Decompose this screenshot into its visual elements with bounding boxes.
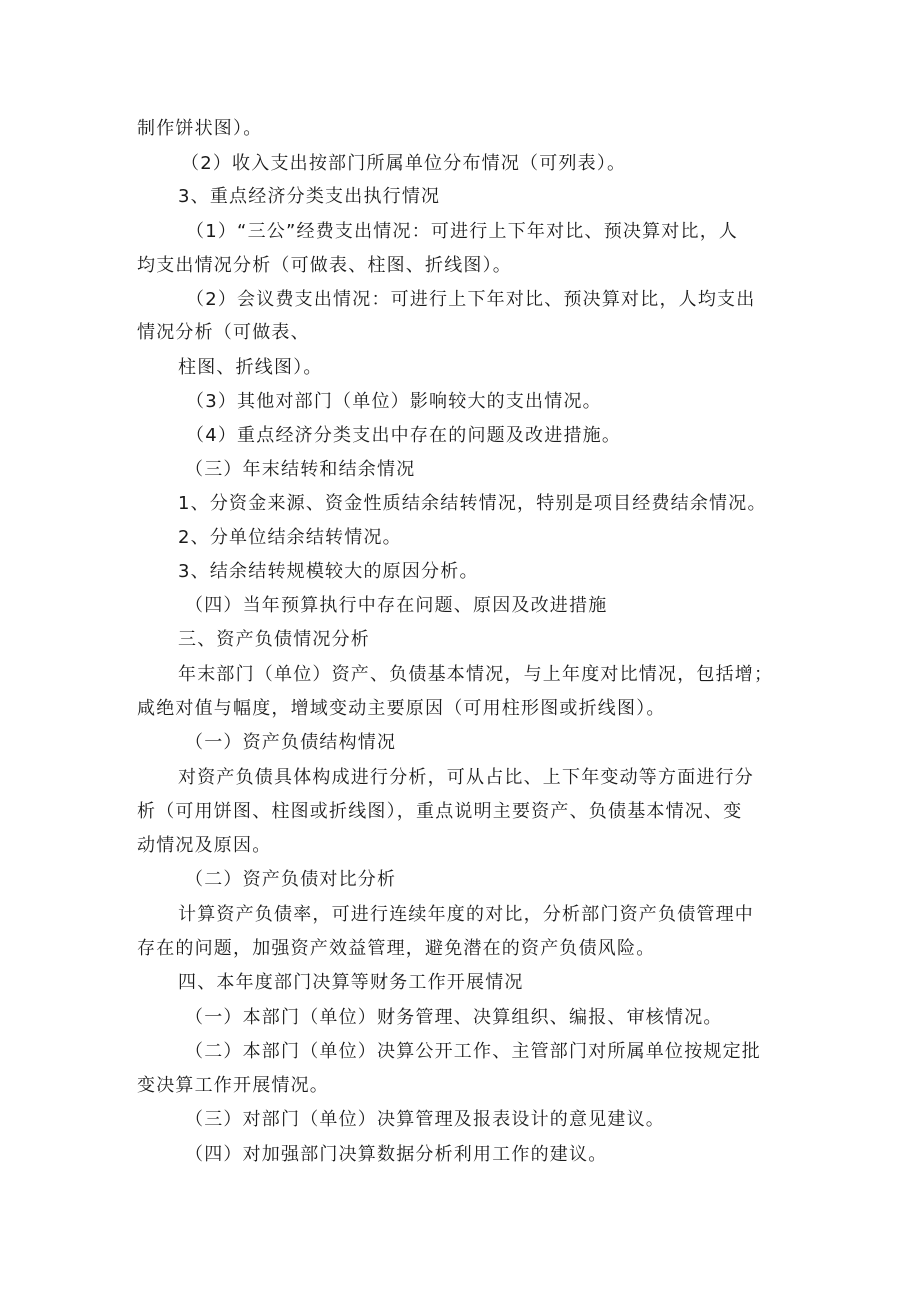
text-line: 情况分析（可做表、 <box>137 322 310 343</box>
text-line: （三）对部门（单位）决算管理及报表设计的意见建议。 <box>185 1109 665 1130</box>
text-line: 变决算工作开展情况。 <box>137 1075 329 1096</box>
text-line: 制作饼状图）。 <box>137 118 263 139</box>
text-line: 动情况及原因。 <box>137 835 272 856</box>
text-line: （4）重点经济分类支出中存在的问题及改进措施。 <box>186 425 622 446</box>
text-line: （1）“三公”经费支出情况：可进行上下年对比、预决算对比，人 <box>186 221 739 242</box>
text-line: 咸绝对值与幅度，增域变动主要原因（可用柱形图或折线图）。 <box>137 698 666 719</box>
text-line: （一）资产负债结构情况 <box>185 732 397 753</box>
text-line: （三）年末结转和结余情况 <box>185 459 416 480</box>
text-line: 1、分资金来源、资金性质结余结转情况，特别是项目经费结余情况。 <box>178 493 767 514</box>
text-line: （四）对加强部门决算数据分析利用工作的建议。 <box>185 1144 608 1165</box>
text-line: （二）资产负债对比分析 <box>185 869 397 890</box>
text-line: （2）会议费支出情况：可进行上下年对比、预决算对比，人均支出 <box>186 289 756 310</box>
text-line: 计算资产负债率，可进行连续年度的对比，分析部门资产负债管理中 <box>178 904 754 925</box>
section-heading: 三、资产负债情况分析 <box>178 629 370 650</box>
text-line: 3、结余结转规模较大的原因分析。 <box>178 561 479 582</box>
text-line: 对资产负债具体构成进行分析，可从占比、上下年变动等方面进行分 <box>178 767 754 788</box>
text-line: 柱图、折线图）。 <box>178 357 323 378</box>
text-line: （四）当年预算执行中存在问题、原因及改进措施 <box>185 595 608 616</box>
text-line: 年末部门（单位）资产、负债基本情况，与上年度对比情况，包括增； <box>178 664 774 685</box>
text-line: （二）本部门（单位）决算公开工作、主管部门对所属单位按规定批 <box>185 1041 761 1062</box>
text-line: （2）收入支出按部门所属单位分布情况（可列表）。 <box>181 153 627 174</box>
text-line: （一）本部门（单位）财务管理、决算组织、编报、审核情况。 <box>185 1007 723 1028</box>
text-line: 2、分单位结余结转情况。 <box>178 527 402 548</box>
text-line: （3）其他对部门（单位）影响较大的支出情况。 <box>186 391 602 412</box>
text-line: 3、重点经济分类支出执行情况 <box>178 186 441 207</box>
text-line: 均支出情况分析（可做表、柱图、折线图）。 <box>137 255 512 276</box>
section-heading: 四、本年度部门决算等财务工作开展情况 <box>178 972 524 993</box>
text-line: 存在的问题，加强资产效益管理，避免潜在的资产负债风险。 <box>137 938 656 959</box>
text-line: 析（可用饼图、柱图或折线图），重点说明主要资产、负债基本情况、变 <box>137 801 743 822</box>
